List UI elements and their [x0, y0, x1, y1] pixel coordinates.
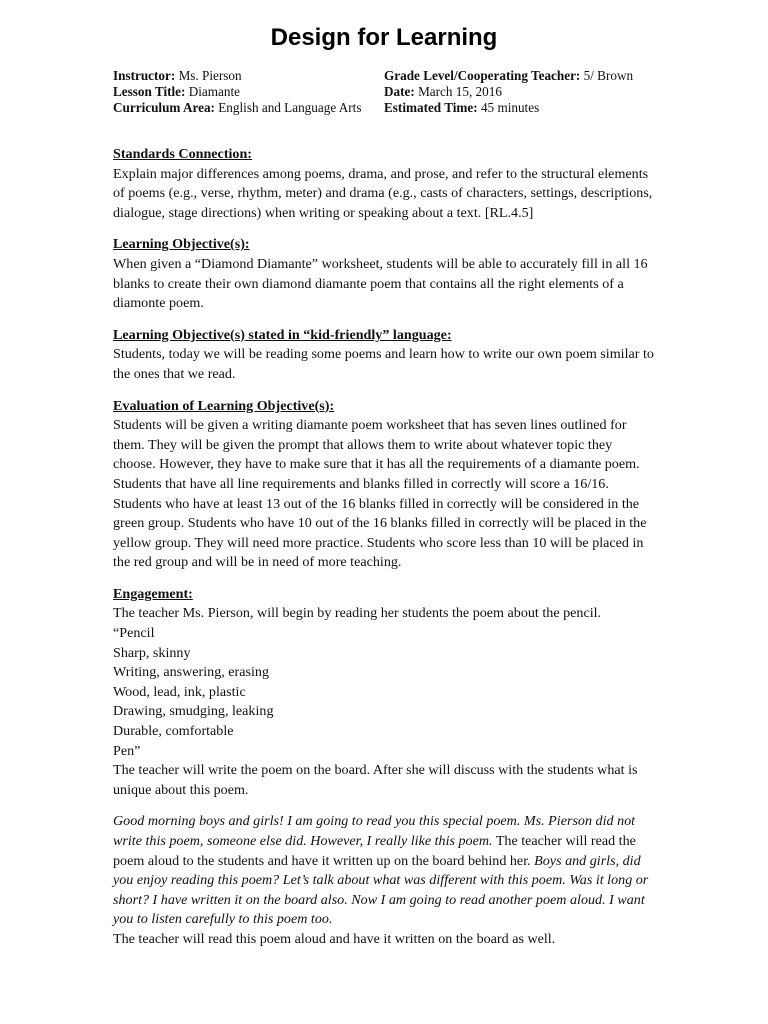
- teacher-script-1: Good morning boys and girls! I am going to read you this special poem. Ms. Pierson did not write this poem, someone else did. However, I really like this poem.: [113, 813, 636, 849]
- instructor-value: Ms. Pierson: [178, 68, 242, 83]
- standards-text: Explain major differences among poems, drama, and prose, and refer to the structural elements of poems (e.g., verse, rhythm, meter) and drama (e.g., casts of characters, settings, descriptions, dialogue, stage directions) when writing or speaking about a text. [RL.4.5]: [113, 165, 653, 221]
- engagement-section: [113, 585, 658, 801]
- kid-friendly-heading: Learning Objective(s) stated in “kid-friendly” language:: [113, 326, 452, 343]
- date-label: Date:: [384, 84, 415, 99]
- objective-section: [113, 235, 658, 313]
- poem-line: Drawing, smudging, leaking: [113, 703, 274, 720]
- kid-friendly-section: [113, 326, 658, 385]
- poem-line: Pen”: [113, 742, 141, 759]
- teacher-script-section: [113, 812, 658, 949]
- poem-line: “Pencil: [113, 625, 155, 642]
- standards-heading: Standards Connection:: [113, 146, 253, 162]
- evaluation-section: [113, 397, 658, 573]
- poem-line: Durable, comfortable: [113, 723, 234, 740]
- lesson-title-value: Diamante: [188, 84, 240, 99]
- teacher-action-1: The teacher will read the poem aloud to the students and have it written up on the board behind her.: [113, 833, 636, 869]
- date-value: March 15, 2016: [418, 84, 502, 99]
- poem-line: Wood, lead, ink, plastic: [113, 683, 246, 700]
- teacher-final-action: The teacher will read this poem aloud and have it written on the board as well.: [113, 930, 556, 947]
- poem-line: Writing, answering, erasing: [113, 664, 269, 681]
- instructor-label: Instructor:: [113, 68, 176, 83]
- header-row-3: [113, 100, 673, 116]
- evaluation-heading: Evaluation of Learning Objective(s):: [113, 397, 335, 414]
- objective-text: When given a “Diamond Diamante” worksheet, students will be able to accurately fill in all 16 blanks to create their own diamond diamante poem that contains all the right elements of a diamonte poem.: [113, 255, 648, 312]
- header-row-2: [113, 84, 673, 100]
- estimated-time-label: Estimated Time:: [384, 100, 478, 115]
- document-title: Design for Learning: [270, 24, 498, 51]
- lesson-header: [113, 68, 673, 116]
- curriculum-label: Curriculum Area:: [113, 100, 215, 115]
- objective-heading: Learning Objective(s):: [113, 236, 250, 253]
- evaluation-text: Students will be given a writing diamante poem worksheet that has seven lines outlined for them. They will be given the prompt that allows them to write about whatever topic they choose. However, they have to make sure that it has all the requirements of a diamante poem. Students that have all line requirements and blanks filled in correctly will score a 16/16. Students who have at least 13 out of the 16 blanks filled in correctly will be considered in the green group. Students who have 10 out of the 16 blanks filled in correctly will be placed in the yellow group. They will need more practice. Students who score less than 10 will be placed in the red group and will be in need of more teaching.: [113, 417, 647, 571]
- grade-value: 5/ Brown: [583, 68, 634, 83]
- poem-line: Sharp, skinny: [113, 644, 191, 661]
- engagement-intro: The teacher Ms. Pierson, will begin by reading her students the poem about the pencil.: [113, 605, 602, 622]
- header-row-1: [113, 68, 673, 84]
- kid-friendly-text: Students, today we will be reading some poems and learn how to write our own poem similar to the ones that we read.: [113, 346, 654, 382]
- lesson-title-label: Lesson Title:: [113, 84, 186, 99]
- estimated-time-value: 45 minutes: [480, 100, 540, 115]
- engagement-heading: Engagement:: [113, 585, 193, 602]
- document-body: [113, 145, 658, 962]
- standards-section: [113, 145, 658, 223]
- teacher-script-2: Boys and girls, did you enjoy reading this poem? Let’s talk about what was different with this poem. Was it long or short? I have written it on the board also. Now I am going to read another poem aloud. I want you to listen carefully to this poem too.: [113, 852, 649, 928]
- curriculum-value: English and Language Arts: [218, 100, 362, 115]
- grade-label: Grade Level/Cooperating Teacher:: [384, 68, 581, 83]
- engagement-after-text: The teacher will write the poem on the board. After she will discuss with the students what is unique about this poem.: [113, 762, 638, 798]
